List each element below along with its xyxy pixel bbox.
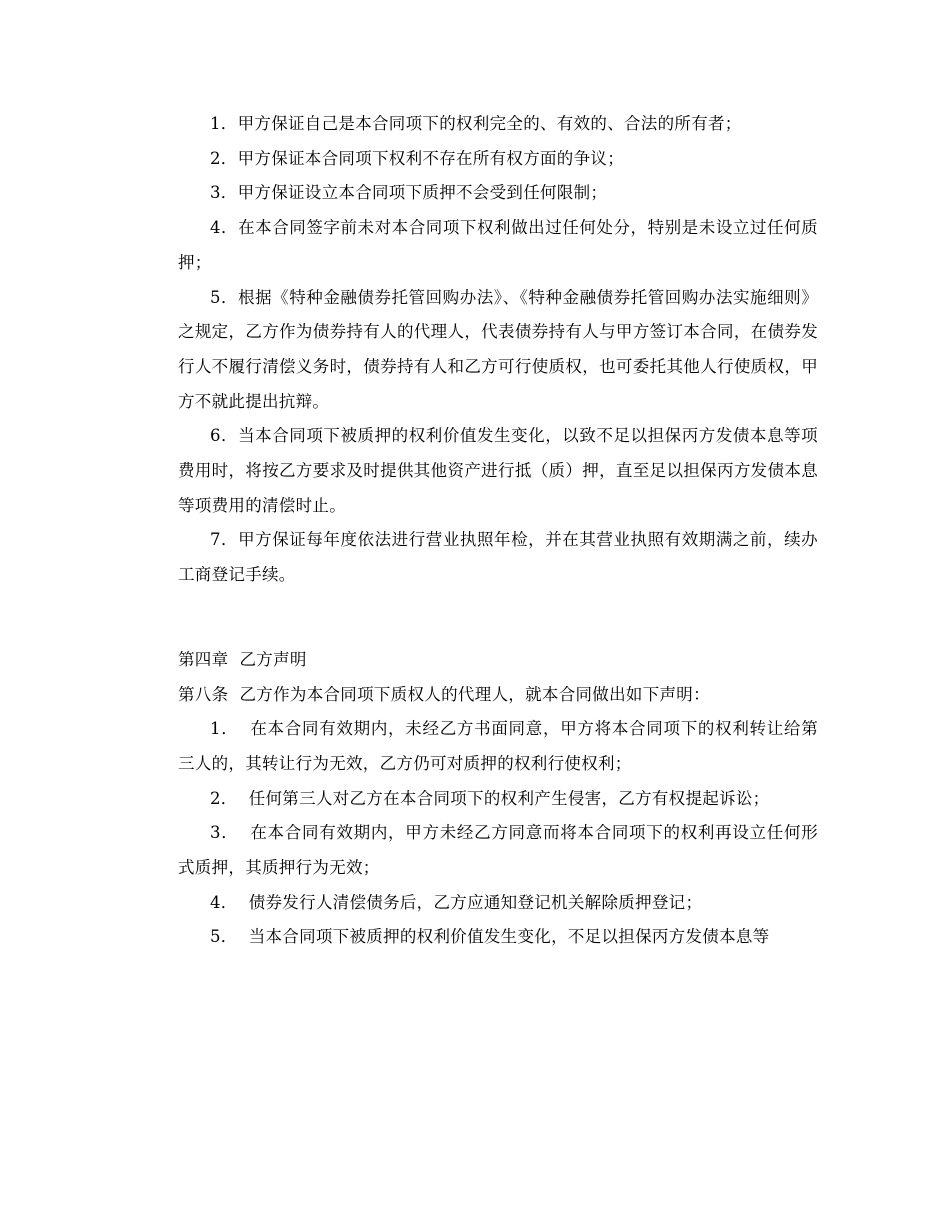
section-spacer [178, 593, 818, 643]
declaration-item: 1． 在本合同有效期内，未经乙方书面同意，甲方将本合同项下的权利转让给第三人的，其转让行为无效，乙方仍可对质押的权利行使权利； [178, 719, 818, 773]
clause-item: 4．在本合同签字前未对本合同项下权利做出过任何处分，特别是未设立过任何质押； [178, 218, 818, 272]
declaration-item: 4． 债券发行人清偿债务后，乙方应通知登记机关解除质押登记； [210, 892, 703, 912]
clause-item: 7．甲方保证每年度依法进行营业执照年检，并在其营业执照有效期满之前，续办工商登记手续。 [178, 530, 818, 585]
clause-item: 5．根据《特种金融债券托管回购办法》、《特种金融债券托管回购办法实施细则》之规定，乙方作为债券持有人的代理人，代表债券持有人与甲方签订本合同，在债券发行人不履行清偿义务时，债券持有人和乙方可行使质权，也可委托其他人行使质权，甲方不就此提出抗辩。 [178, 287, 818, 411]
chapter-title: 第四章 乙方声明 [178, 649, 307, 669]
declaration-item: 2． 任何第三人对乙方在本合同项下的权利产生侵害，乙方有权提起诉讼； [210, 788, 770, 808]
clause-item: 1．甲方保证自己是本合同项下的权利完全的、有效的、合法的所有者； [210, 114, 742, 133]
clause-item: 6．当本合同项下被质押的权利价值发生变化，以致不足以担保丙方发债本息等项费用时，将按乙方要求及时提供其他资产进行抵（质）押，直至足以担保丙方发债本息等项费用的清偿时止。 [178, 426, 818, 515]
declaration-item: 5． 当本合同项下被质押的权利价值发生变化，不足以担保丙方发债本息等 [210, 927, 770, 947]
article-title: 第八条 乙方作为本合同项下质权人的代理人，就本合同做出如下声明： [178, 684, 710, 704]
clause-item: 3．甲方保证设立本合同项下质押不会受到任何限制； [210, 183, 608, 203]
clause-item: 2．甲方保证本合同项下权利不存在所有权方面的争议； [210, 148, 624, 168]
document-page [178, 107, 818, 955]
declaration-item: 3． 在本合同有效期内，甲方未经乙方同意而将本合同项下的权利再设立任何形式质押，其质押行为无效； [178, 823, 818, 878]
